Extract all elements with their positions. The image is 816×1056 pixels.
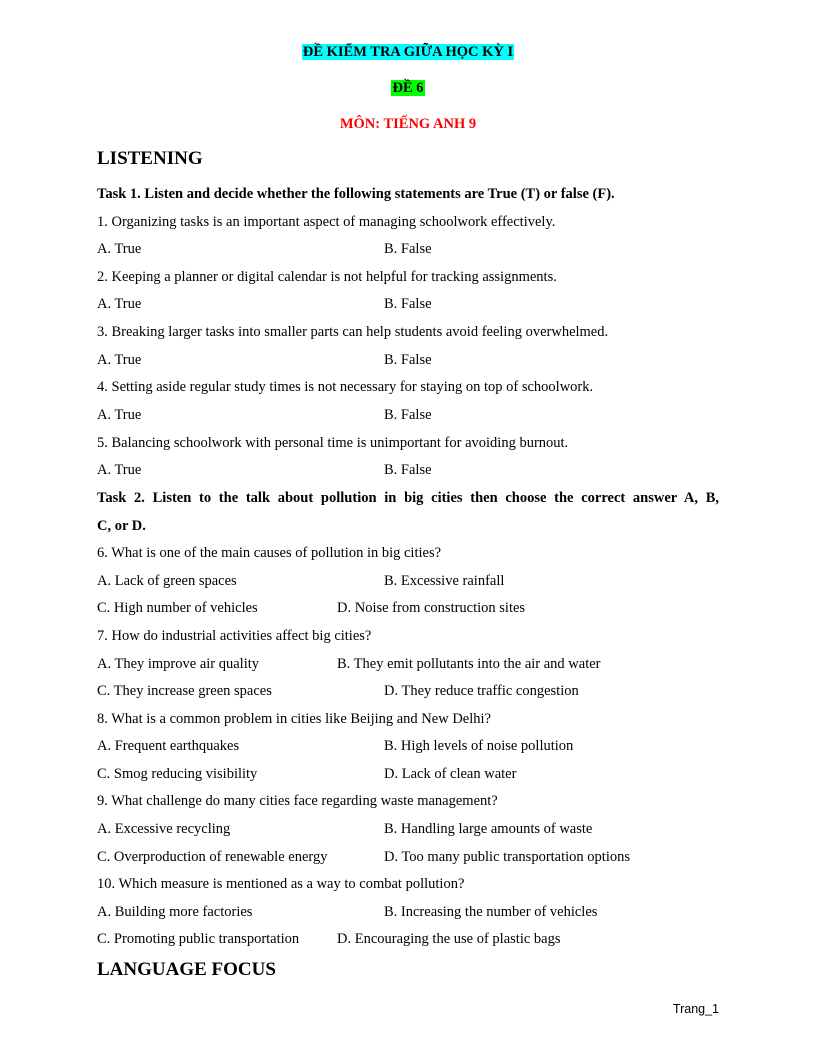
option-2b: B. False [384,296,432,312]
task2-title-line2: C, or D. [97,518,146,534]
page-number: Trang_1 [672,1002,719,1016]
task2-title-line1: Task 2. Listen to the talk about pollution in big cities then choose the correct answer A, B, [97,490,719,506]
task1-title: Task 1. Listen and decide whether the following statements are True (T) or false (F). [97,186,615,202]
option-10d: D. Encouraging the use of plastic bags [337,931,561,947]
option-6a: A. Lack of green spaces [97,573,237,589]
question-6: 6. What is one of the main causes of pollution in big cities? [97,545,442,561]
option-1b: B. False [384,241,432,257]
option-10b: B. Increasing the number of vehicles [384,904,598,920]
option-9a: A. Excessive recycling [97,821,231,837]
option-9d: D. Too many public transportation options [384,849,630,865]
option-6b: B. Excessive rainfall [384,573,505,589]
option-6c: C. High number of vehicles [97,600,258,616]
question-8: 8. What is a common problem in cities like Beijing and New Delhi? [97,711,491,727]
option-3a: A. True [97,352,142,368]
exam-title: ĐỀ KIỂM TRA GIỮA HỌC KỲ I [302,44,514,60]
option-7c: C. They increase green spaces [97,683,272,699]
option-2a: A. True [97,296,142,312]
option-7d: D. They reduce traffic congestion [384,683,579,699]
option-8c: C. Smog reducing visibility [97,766,258,782]
question-2: 2. Keeping a planner or digital calendar is not helpful for tracking assignments. [97,269,557,285]
question-9: 9. What challenge do many cities face regarding waste management? [97,793,498,809]
option-5b: B. False [384,462,432,478]
option-8d: D. Lack of clean water [384,766,517,782]
option-7b: B. They emit pollutants into the air and water [337,656,601,672]
option-5a: A. True [97,462,142,478]
question-7: 7. How do industrial activities affect big cities? [97,628,372,644]
question-4: 4. Setting aside regular study times is not necessary for staying on top of schoolwork. [97,379,594,395]
question-10: 10. Which measure is mentioned as a way to combat pollution? [97,876,465,892]
option-1a: A. True [97,241,142,257]
option-4b: B. False [384,407,432,423]
option-10c: C. Promoting public transportation [97,931,300,947]
option-6d: D. Noise from construction sites [337,600,526,616]
section-language-focus: LANGUAGE FOCUS [97,959,276,980]
question-3: 3. Breaking larger tasks into smaller parts can help students avoid feeling overwhelmed. [97,324,609,340]
option-9c: C. Overproduction of renewable energy [97,849,328,865]
exam-subject: MÔN: TIẾNG ANH 9 [339,116,477,132]
option-3b: B. False [384,352,432,368]
exam-number: ĐỀ 6 [392,80,424,96]
option-4a: A. True [97,407,142,423]
question-5: 5. Balancing schoolwork with personal time is unimportant for avoiding burnout. [97,435,569,451]
option-7a: A. They improve air quality [97,656,260,672]
option-8b: B. High levels of noise pollution [384,738,574,754]
question-1: 1. Organizing tasks is an important aspect of managing schoolwork effectively. [97,214,556,230]
option-9b: B. Handling large amounts of waste [384,821,593,837]
option-10a: A. Building more factories [97,904,253,920]
section-listening: LISTENING [97,148,203,169]
option-8a: A. Frequent earthquakes [97,738,240,754]
